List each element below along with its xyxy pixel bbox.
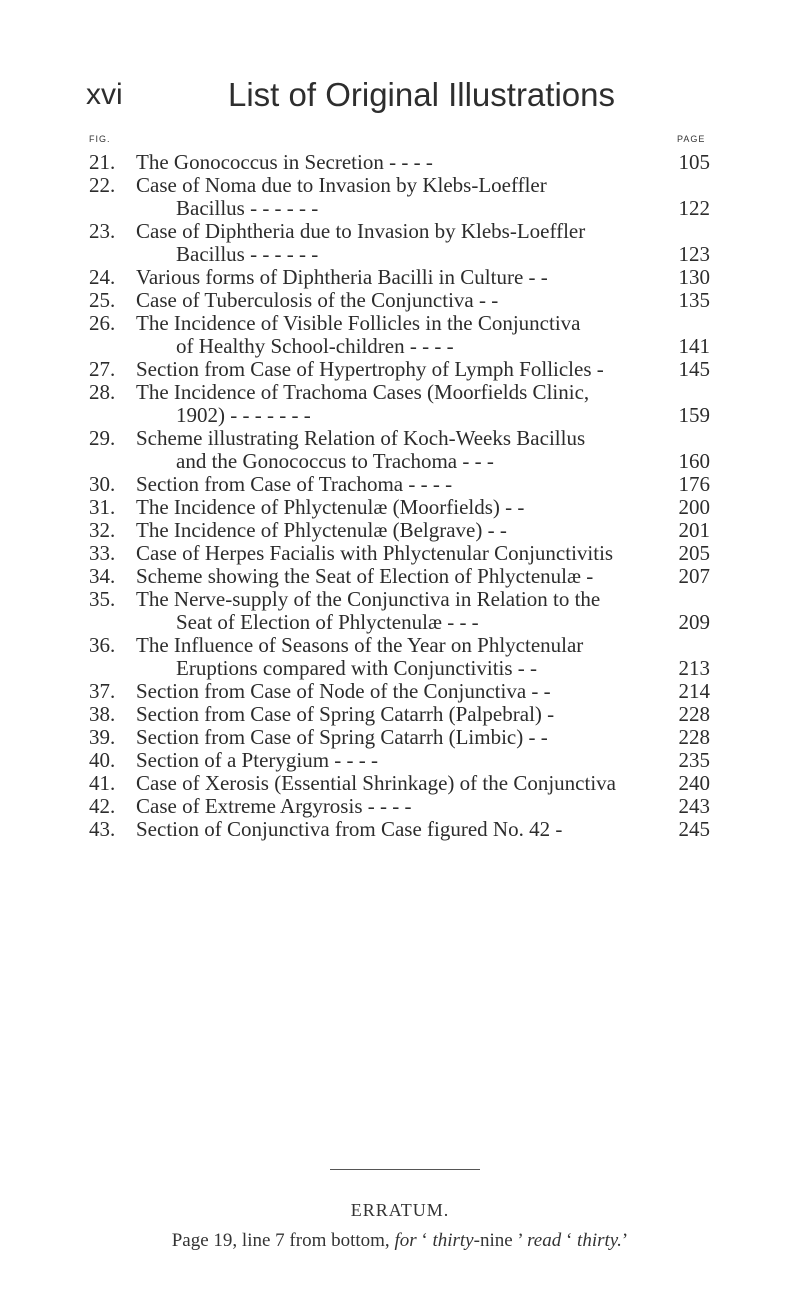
figure-caption: Various forms of Diphtheria Bacilli in Culture - - xyxy=(136,265,548,289)
figure-number: 34. xyxy=(89,564,116,588)
list-item xyxy=(0,634,800,657)
figure-caption: Section from Case of Spring Catarrh (Limbic) - - xyxy=(136,725,548,749)
list-item xyxy=(0,496,800,519)
list-item xyxy=(0,174,800,197)
figure-caption: of Healthy School-children - - - - xyxy=(176,334,454,358)
list-item xyxy=(0,266,800,289)
erratum-text-part: nine ’ xyxy=(479,1230,528,1251)
figure-caption: Section from Case of Spring Catarrh (Palpebral) - xyxy=(136,702,555,726)
figure-caption: Case of Extreme Argyrosis - - - - xyxy=(136,794,412,818)
list-item xyxy=(0,726,800,749)
figure-caption: The Incidence of Trachoma Cases (Moorfields Clinic, xyxy=(136,380,590,404)
figure-number: 40. xyxy=(89,748,116,772)
list-item xyxy=(0,473,800,496)
figure-caption: The Gonococcus in Secretion - - - - xyxy=(136,150,433,174)
page-reference: 123 xyxy=(678,242,710,266)
page-reference: 243 xyxy=(678,794,710,818)
erratum-thirty-correct: thirty. xyxy=(577,1230,622,1251)
divider-rule xyxy=(330,1169,480,1170)
figure-number: 41. xyxy=(89,771,116,795)
figure-number: 37. xyxy=(89,679,116,703)
figure-caption: Section of Conjunctiva from Case figured No. 42 - xyxy=(136,817,563,841)
list-item xyxy=(0,450,800,473)
list-item xyxy=(0,680,800,703)
erratum-for: for xyxy=(394,1230,417,1251)
page-reference: 159 xyxy=(678,403,710,427)
figure-caption: Case of Tuberculosis of the Conjunctiva - - xyxy=(136,288,499,312)
page-reference: 201 xyxy=(678,518,710,542)
list-item xyxy=(0,611,800,634)
figure-number: 27. xyxy=(89,357,116,381)
list-item xyxy=(0,404,800,427)
list-item xyxy=(0,657,800,680)
list-item xyxy=(0,381,800,404)
list-item xyxy=(0,749,800,772)
figure-number: 35. xyxy=(89,587,116,611)
figure-caption: The Nerve-supply of the Conjunctiva in Relation to the xyxy=(136,587,601,611)
page-reference: 228 xyxy=(678,725,710,749)
page-reference: 213 xyxy=(678,656,710,680)
figure-number: 36. xyxy=(89,633,116,657)
figure-caption: Section of a Pterygium - - - - xyxy=(136,748,379,772)
figure-number: 43. xyxy=(89,817,116,841)
figure-caption: Eruptions compared with Conjunctivitis - - xyxy=(176,656,538,680)
erratum-text-part: ’ xyxy=(621,1230,629,1251)
figure-caption: The Influence of Seasons of the Year on Phlyctenular xyxy=(136,633,584,657)
figure-number: 28. xyxy=(89,380,116,404)
figure-number: 22. xyxy=(89,173,116,197)
list-item xyxy=(0,795,800,818)
page-reference: 141 xyxy=(678,334,710,358)
page-reference: 160 xyxy=(678,449,710,473)
figure-number: 30. xyxy=(89,472,116,496)
list-item xyxy=(0,703,800,726)
page-title: List of Original Illustrations xyxy=(228,76,615,113)
figure-caption: Case of Xerosis (Essential Shrinkage) of the Conjunctiva xyxy=(136,771,616,795)
page-reference: 176 xyxy=(678,472,710,496)
page-reference: 240 xyxy=(678,771,710,795)
list-item xyxy=(0,312,800,335)
page-reference: 228 xyxy=(678,702,710,726)
list-item xyxy=(0,151,800,174)
figure-caption: and the Gonococcus to Trachoma - - - xyxy=(176,449,494,473)
list-item xyxy=(0,243,800,266)
erratum-thirty: thirty- xyxy=(432,1230,480,1251)
list-item xyxy=(0,818,800,841)
list-item xyxy=(0,565,800,588)
figure-caption: Case of Herpes Facialis with Phlyctenular Conjunctivitis xyxy=(136,541,614,565)
figure-number: 29. xyxy=(89,426,116,450)
page-reference: 145 xyxy=(678,357,710,381)
figure-caption: The Incidence of Visible Follicles in the Conjunctiva xyxy=(136,311,581,335)
figure-caption: Scheme illustrating Relation of Koch-Weeks Bacillus xyxy=(136,426,586,450)
figure-caption: Bacillus - - - - - - xyxy=(176,196,319,220)
page-reference: 214 xyxy=(678,679,710,703)
figure-number: 42. xyxy=(89,794,116,818)
figure-number: 38. xyxy=(89,702,116,726)
page-reference: 245 xyxy=(678,817,710,841)
figure-number: 31. xyxy=(89,495,116,519)
figure-caption: The Incidence of Phlyctenulæ (Moorfields) - - xyxy=(136,495,525,519)
list-item xyxy=(0,542,800,565)
figure-number: 26. xyxy=(89,311,116,335)
list-item xyxy=(0,519,800,542)
figure-caption: Section from Case of Node of the Conjunctiva - - xyxy=(136,679,551,703)
list-item xyxy=(0,358,800,381)
page-reference: 207 xyxy=(678,564,710,588)
figure-caption: Section from Case of Trachoma - - - - xyxy=(136,472,453,496)
page-reference: 105 xyxy=(678,150,710,174)
page-column-heading: PAGE xyxy=(677,134,706,144)
figure-caption: Bacillus - - - - - - xyxy=(176,242,319,266)
figure-caption: Case of Noma due to Invasion by Klebs-Loeffler xyxy=(136,173,547,197)
figure-number: 23. xyxy=(89,219,116,243)
page-reference: 205 xyxy=(678,541,710,565)
page-reference: 122 xyxy=(678,196,710,220)
list-item xyxy=(0,588,800,611)
fig-column-heading: FIG. xyxy=(89,134,111,144)
figure-caption: The Incidence of Phlyctenulæ (Belgrave) - - xyxy=(136,518,507,542)
figure-caption: Seat of Election of Phlyctenulæ - - - xyxy=(176,610,479,634)
figure-number: 39. xyxy=(89,725,116,749)
list-item xyxy=(0,289,800,312)
list-item xyxy=(0,220,800,243)
erratum-text-part: ‘ xyxy=(561,1230,578,1251)
list-item xyxy=(0,335,800,358)
figure-number: 24. xyxy=(89,265,116,289)
list-item xyxy=(0,197,800,220)
erratum-text xyxy=(0,1230,800,1252)
page-reference: 200 xyxy=(678,495,710,519)
erratum-read: read xyxy=(527,1230,562,1251)
figure-number: 21. xyxy=(89,150,116,174)
figure-caption: Section from Case of Hypertrophy of Lymph Follicles - xyxy=(136,357,604,381)
page-reference: 235 xyxy=(678,748,710,772)
page-reference: 209 xyxy=(678,610,710,634)
erratum-text-part: ‘ xyxy=(416,1230,433,1251)
page-reference: 135 xyxy=(678,288,710,312)
figure-caption: Scheme showing the Seat of Election of Phlyctenulæ - xyxy=(136,564,594,588)
figure-number: 25. xyxy=(89,288,116,312)
figure-caption: Case of Diphtheria due to Invasion by Klebs-Loeffler xyxy=(136,219,586,243)
page-reference: 130 xyxy=(678,265,710,289)
page-number: xvi xyxy=(86,78,123,111)
figure-number: 33. xyxy=(89,541,116,565)
erratum-text-part: Page 19, line 7 from bottom, xyxy=(171,1230,395,1251)
illustration-list xyxy=(0,151,800,841)
figure-caption: 1902) - - - - - - - xyxy=(176,403,311,427)
list-item xyxy=(0,772,800,795)
list-item xyxy=(0,427,800,450)
erratum-heading: ERRATUM. xyxy=(350,1200,450,1220)
figure-number: 32. xyxy=(89,518,116,542)
